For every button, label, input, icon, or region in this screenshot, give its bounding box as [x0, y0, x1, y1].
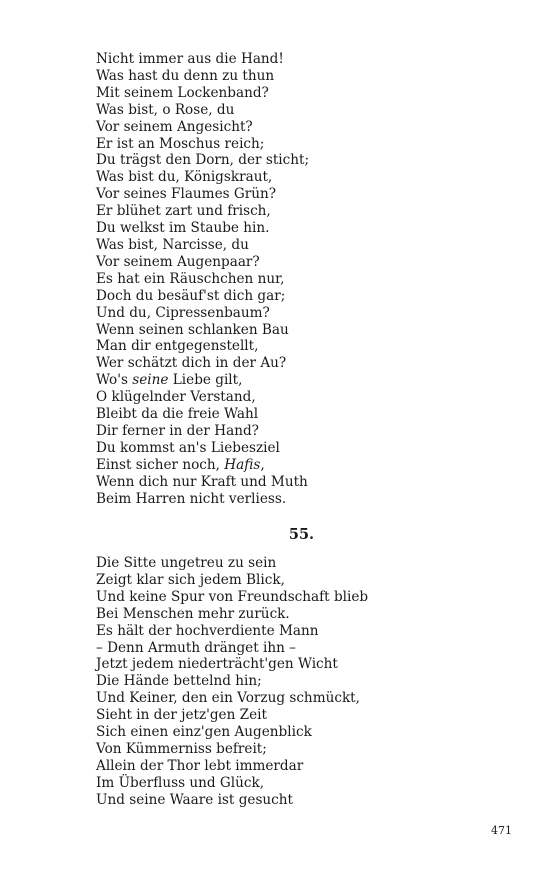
poem-line: Von Kümmerniss befreit;: [96, 740, 267, 757]
poem-line: Und Keiner, den ein Vorzug schmückt,: [96, 690, 360, 707]
poem-line: Jetzt jedem niederträcht'gen Wicht: [96, 656, 338, 673]
poem-line: [96, 372, 496, 389]
poem-line: Mit seinem Lockenband?: [96, 84, 269, 101]
line-segment: ,: [260, 456, 265, 473]
poem-line: Dir ferner in der Hand?: [96, 422, 259, 439]
poem-line: Bei Menschen mehr zurück.: [96, 605, 290, 622]
line-segment: Einst sicher noch,: [96, 456, 225, 473]
poem-line: Was bist, o Rose, du: [96, 101, 235, 118]
poem-line: Beim Harren nicht verliess.: [96, 490, 287, 507]
poem-line: Allein der Thor lebt immerdar: [96, 757, 304, 774]
poem-line: Sieht in der jetz'gen Zeit: [96, 707, 267, 724]
poem-line: Wer schätzt dich in der Au?: [96, 355, 287, 372]
poem-continued: [96, 51, 496, 507]
poem-line: Wenn dich nur Kraft und Muth: [96, 473, 308, 490]
poem-line: Er ist an Moschus reich;: [96, 135, 265, 152]
poem-line: Im Überfluss und Glück,: [96, 774, 265, 791]
poem-number: 55.: [288, 526, 315, 543]
poem-line: Es hat ein Räuschchen nur,: [96, 270, 285, 287]
line-segment: Liebe gilt,: [168, 372, 243, 389]
poem-line: Du kommst an's Liebesziel: [96, 439, 280, 456]
poem-line: Du trägst den Dorn, der sticht;: [96, 152, 310, 169]
poem-line: Vor seines Flaumes Grün?: [96, 186, 277, 203]
poem-line: Die Hände bettelnd hin;: [96, 673, 262, 690]
poem-line: Und du, Cipressenbaum?: [96, 304, 270, 321]
poem-line: Die Sitte ungetreu zu sein: [96, 555, 277, 571]
poem-line: Und keine Spur von Freundschaft blieb: [96, 588, 369, 605]
poem-line: Vor seinem Augenpaar?: [96, 253, 260, 270]
poem-line: O klügelnder Verstand,: [96, 389, 256, 406]
italic-emphasis: seine: [132, 372, 169, 389]
poem-line: Und seine Waare ist gesucht: [96, 791, 294, 808]
poem-line: Bleibt da die freie Wahl: [96, 406, 259, 423]
poem-line: Wenn seinen schlanken Bau: [96, 321, 289, 338]
poem-line: Nicht immer aus die Hand!: [96, 51, 284, 67]
poem-55: [96, 555, 496, 809]
poem-line: Es hält der hochverdiente Mann: [96, 622, 319, 639]
page-number: 471: [491, 824, 512, 837]
poem-line: Was bist du, Königskraut,: [96, 169, 273, 186]
italic-name: Hafis: [224, 456, 261, 473]
poem-line: Was hast du denn zu thun: [96, 67, 275, 84]
poem-line: Sich einen einz'gen Augenblick: [96, 724, 312, 741]
poem-line: Zeigt klar sich jedem Blick,: [96, 571, 285, 588]
poem-line: Du welkst im Staube hin.: [96, 220, 270, 237]
poem-line: Er blühet zart und frisch,: [96, 203, 271, 220]
poem-line: [96, 457, 496, 474]
poem-line: Was bist, Narcisse, du: [96, 236, 249, 253]
line-segment: Wo's: [96, 372, 133, 389]
poem-line: Doch du besäuf'st dich gar;: [96, 287, 286, 304]
poem-line: – Denn Armuth dränget ihn –: [96, 639, 296, 656]
poem-line: Man dir entgegenstellt,: [96, 338, 259, 355]
poem-line: Vor seinem Angesicht?: [96, 118, 253, 135]
